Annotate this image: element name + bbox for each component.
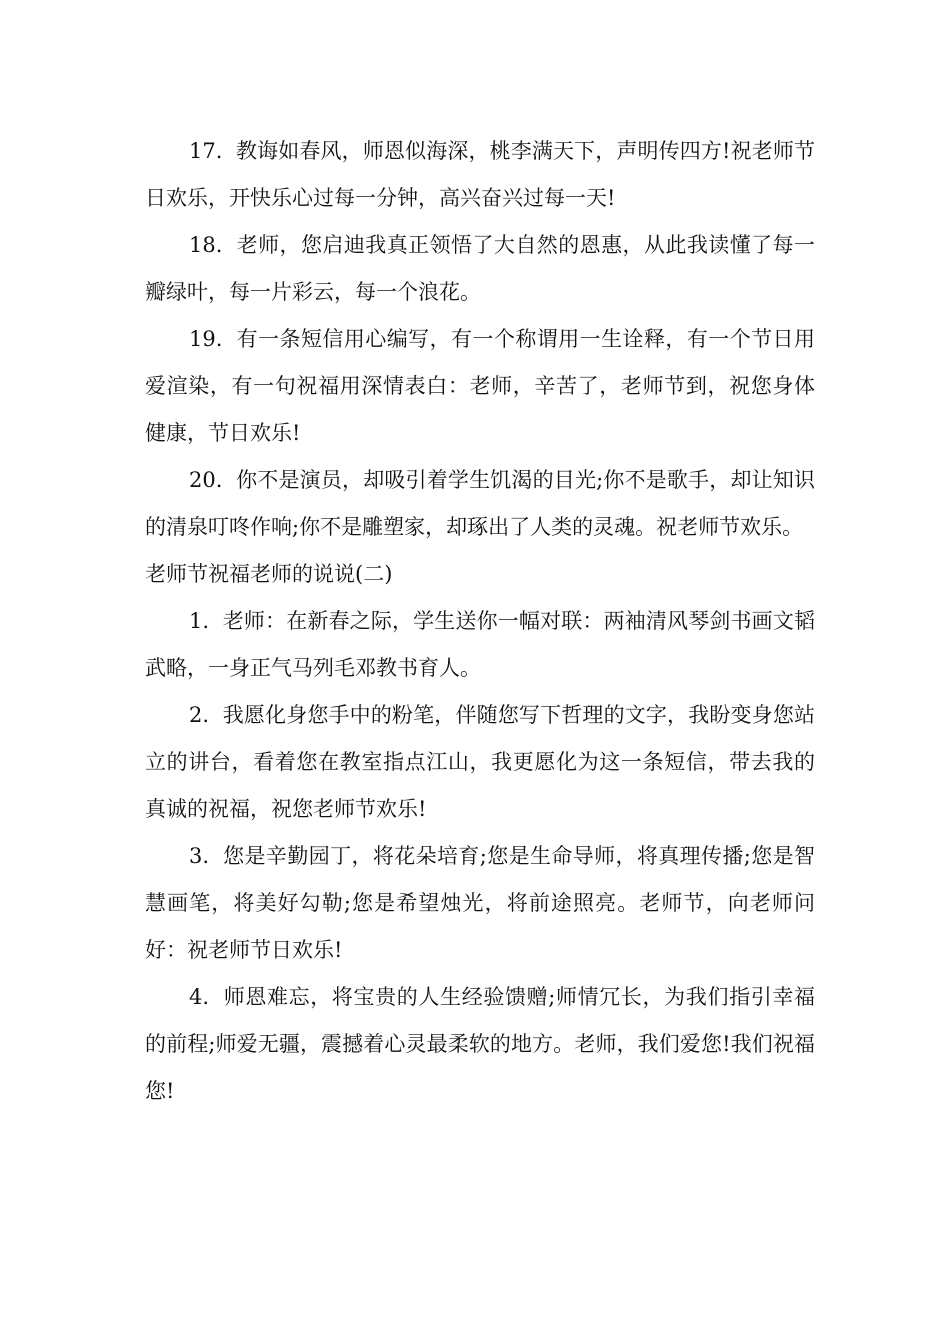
item-number: 3.: [189, 844, 210, 868]
list-item: [145, 457, 815, 551]
list-item: [145, 692, 815, 833]
item-text: 教诲如春风，师恩似海深，桃李满天下，声明传四方!祝老师节日欢乐，开快乐心过每一分钟，高兴奋兴过每一天!: [145, 139, 816, 210]
section-heading: 老师节祝福老师的说说(二): [145, 562, 393, 586]
list-item: [145, 833, 815, 974]
list-item: [145, 128, 815, 222]
item-number: 2.: [189, 703, 210, 727]
item-text: 老师，您启迪我真正领悟了大自然的恩惠，从此我读懂了每一瓣绿叶，每一片彩云，每一个浪花。: [145, 233, 815, 304]
item-text: 你不是演员，却吸引着学生饥渴的目光;你不是歌手，却让知识的清泉叮咚作响;你不是雕塑家，却琢出了人类的灵魂。祝老师节欢乐。: [145, 468, 815, 539]
item-number: 20.: [189, 468, 223, 492]
item-text: 老师：在新春之际，学生送你一幅对联：两袖清风琴剑书画文韬武略，一身正气马列毛邓教书育人。: [145, 609, 815, 680]
wish-list-part-2: [145, 598, 815, 1115]
item-number: 4.: [189, 985, 210, 1009]
wish-list-part-1: [145, 128, 815, 551]
item-text: 有一条短信用心编写，有一个称谓用一生诠释，有一个节日用爱渲染，有一句祝福用深情表白：老师，辛苦了，老师节到，祝您身体健康，节日欢乐!: [145, 327, 815, 445]
list-item: [145, 598, 815, 692]
item-text: 师恩难忘，将宝贵的人生经验馈赠;师情冗长，为我们指引幸福的前程;师爱无疆，震撼着心灵最柔软的地方。老师，我们爱您!我们祝福您!: [145, 985, 815, 1103]
list-item: [145, 316, 815, 457]
list-item: [145, 974, 815, 1115]
item-number: 18.: [189, 233, 223, 257]
item-number: 1.: [189, 609, 210, 633]
item-text: 您是辛勤园丁，将花朵培育;您是生命导师，将真理传播;您是智慧画笔，将美好勾勒;您是希望烛光，将前途照亮。老师节，向老师问好：祝老师节日欢乐!: [145, 844, 815, 962]
document-body: [145, 128, 815, 1115]
list-item: [145, 222, 815, 316]
item-number: 17.: [189, 139, 223, 163]
item-text: 我愿化身您手中的粉笔，伴随您写下哲理的文字，我盼变身您站立的讲台，看着您在教室指点江山，我更愿化为这一条短信，带去我的真诚的祝福，祝您老师节欢乐!: [145, 703, 815, 821]
item-number: 19.: [189, 327, 223, 351]
